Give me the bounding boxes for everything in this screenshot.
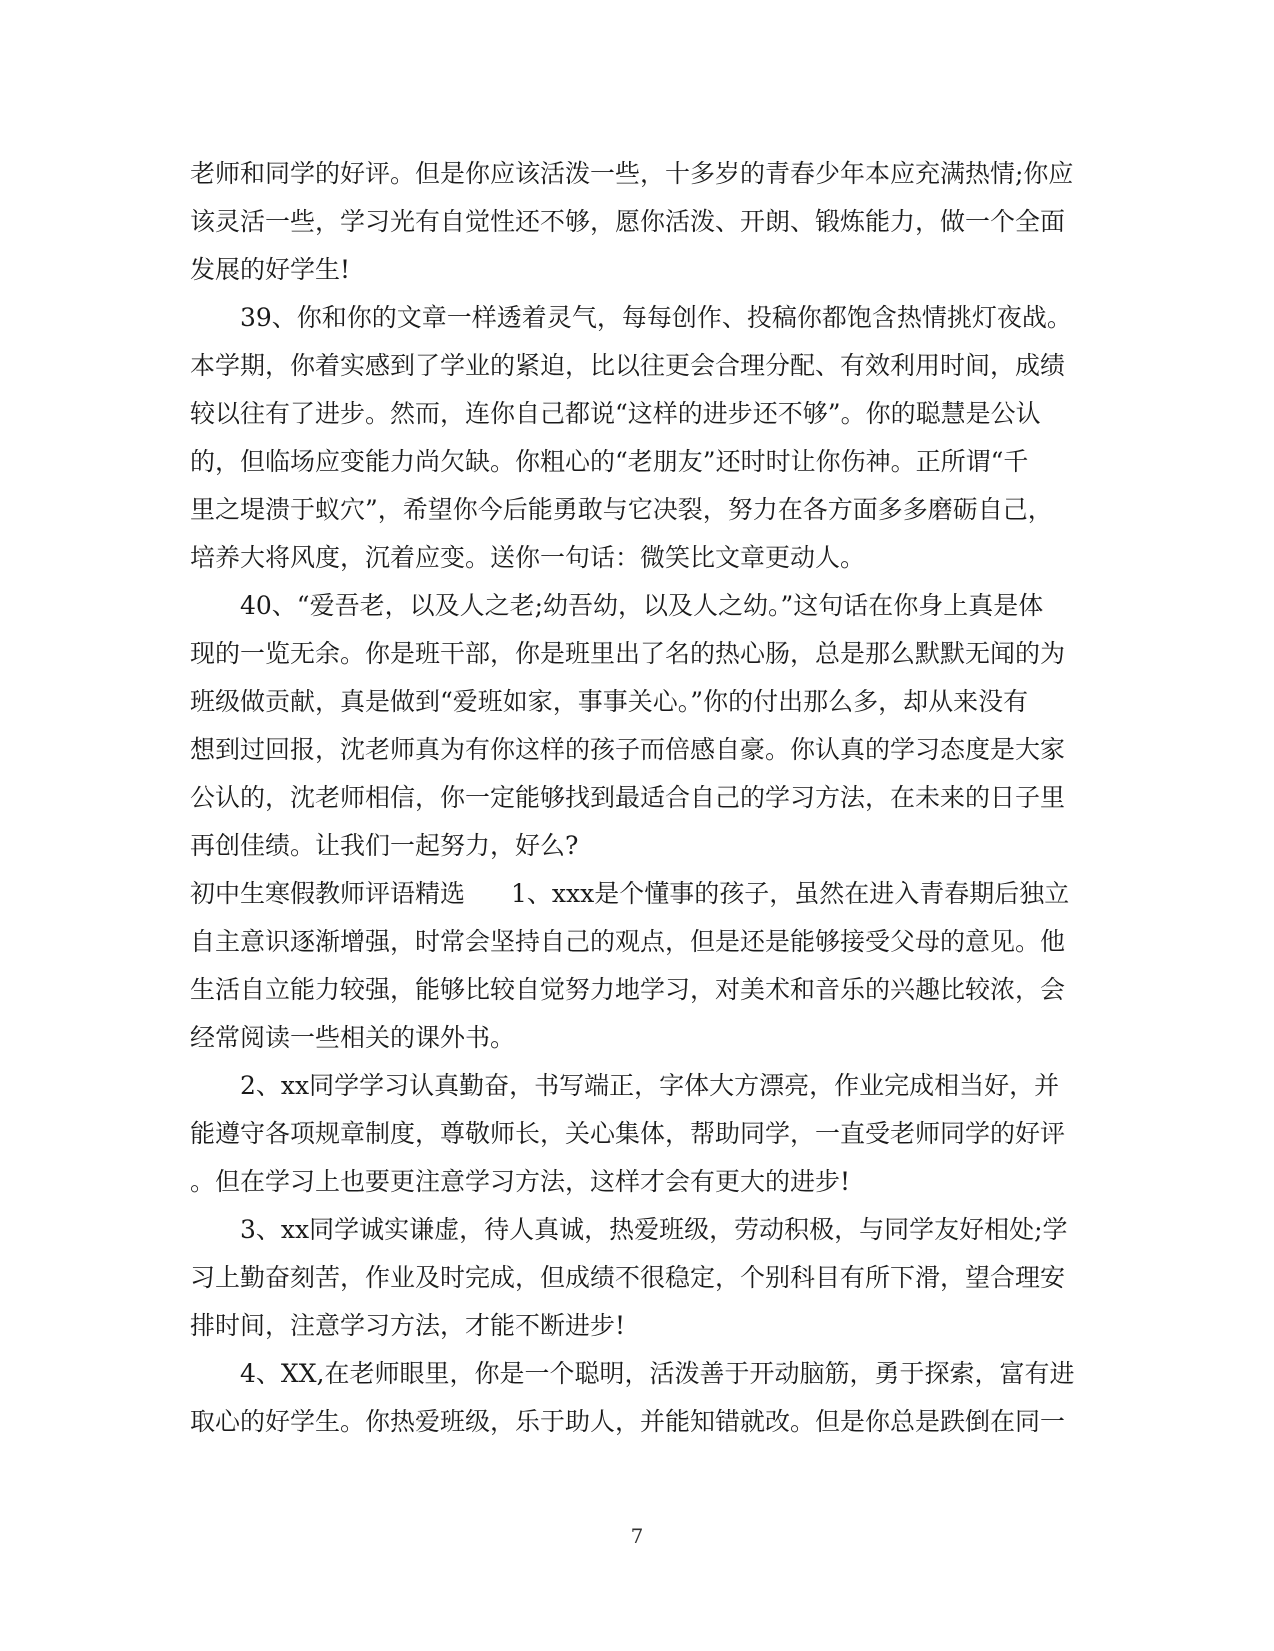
text-line: 再创佳绩。让我们一起努力，好么?: [190, 831, 579, 860]
text-line: 里之堤溃于蚁穴”，希望你今后能勇敢与它决裂，努力在各方面多多磨砺自己，: [190, 495, 1053, 524]
text-line: 现的一览无余。你是班干部，你是班里出了名的热心肠，总是那么默默无闻的为: [190, 639, 1066, 668]
text-line: 较以往有了进步。然而，连你自己都说“这样的进步还不够”。你的聪慧是公认: [190, 399, 1041, 428]
text-line: 3、xx同学诚实谦虚，待人真诚，热爱班级，劳动积极，与同学友好相处;学: [240, 1215, 1068, 1244]
section-line: [190, 870, 1090, 918]
text-line: 4、XX,在老师眼里，你是一个聪明，活泼善于开动脑筋，勇于探索，富有进: [240, 1359, 1075, 1388]
page-body: [190, 150, 1090, 1446]
text-line: 该灵活一些，学习光有自觉性还不够，愿你活泼、开朗、锻炼能力，做一个全面: [190, 207, 1066, 236]
section-first-line: 1、xxx是个懂事的孩子，虽然在进入青春期后独立: [511, 879, 1070, 908]
text-line: 能遵守各项规章制度，尊敬师长，关心集体，帮助同学，一直受老师同学的好评: [190, 1119, 1066, 1148]
text-line: 自主意识逐渐增强，时常会坚持自己的观点，但是还是能够接受父母的意见。他: [190, 927, 1066, 956]
text-line: 公认的，沈老师相信，你一定能够找到最适合自己的学习方法，在未来的日子里: [190, 783, 1066, 812]
text-line: 排时间，注意学习方法，才能不断进步!: [190, 1311, 626, 1340]
text-line: 发展的好学生!: [190, 255, 351, 284]
text-line: 。但在学习上也要更注意学习方法，这样才会有更大的进步!: [190, 1167, 851, 1196]
text-line: 经常阅读一些相关的课外书。: [190, 1023, 516, 1052]
text-line: 取心的好学生。你热爱班级，乐于助人，并能知错就改。但是你总是跌倒在同一: [190, 1407, 1066, 1436]
text-line: 2、xx同学学习认真勤奋，书写端正，字体大方漂亮，作业完成相当好，并: [240, 1071, 1060, 1100]
text-line: 习上勤奋刻苦，作业及时完成，但成绩不很稳定，个别科目有所下滑，望合理安: [190, 1263, 1066, 1292]
text-line: 生活自立能力较强，能够比较自觉努力地学习，对美术和音乐的兴趣比较浓，会: [190, 975, 1066, 1004]
text-line: 培养大将风度，沉着应变。送你一句话：微笑比文章更动人。: [190, 543, 866, 572]
text-line: 的，但临场应变能力尚欠缺。你粗心的“老朋友”还时时让你伤神。正所谓“千: [190, 447, 1029, 476]
text-line: 班级做贡献，真是做到“爱班如家，事事关心。”你的付出那么多，却从来没有: [190, 687, 1029, 716]
text-line: 老师和同学的好评。但是你应该活泼一些，十多岁的青春少年本应充满热情;你应: [190, 159, 1074, 188]
text-line: 40、“爱吾老，以及人之老;幼吾幼，以及人之幼。”这句话在你身上真是体: [240, 591, 1044, 620]
section-heading: 初中生寒假教师评语精选: [190, 879, 466, 908]
page-number: 7: [630, 1524, 644, 1548]
text-line: 39、你和你的文章一样透着灵气，每每创作、投稿你都饱含热情挑灯夜战。: [240, 303, 1072, 332]
text-line: 想到过回报，沈老师真为有你这样的孩子而倍感自豪。你认真的学习态度是大家: [190, 735, 1066, 764]
text-line: 本学期，你着实感到了学业的紧迫，比以往更会合理分配、有效利用时间，成绩: [190, 351, 1066, 380]
